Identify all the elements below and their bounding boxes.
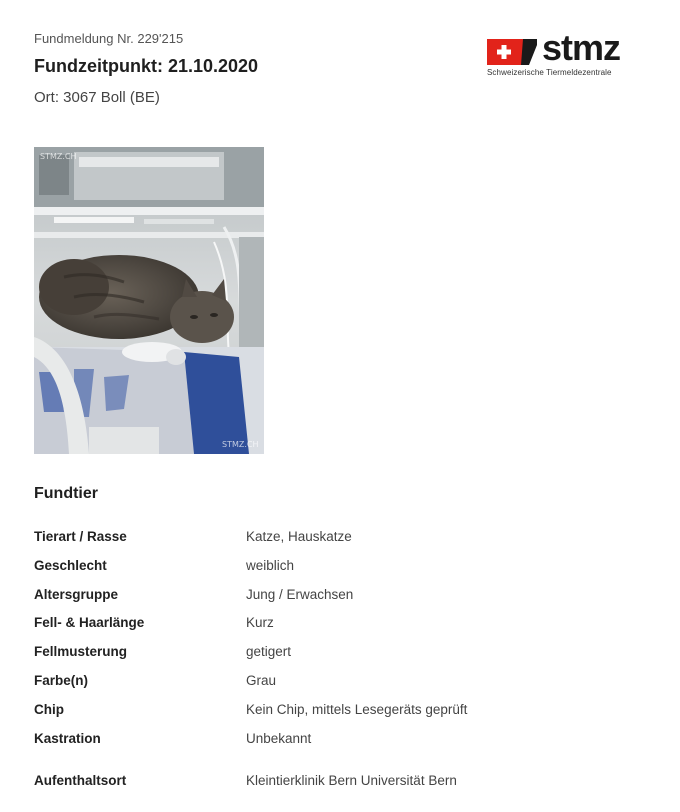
info-value: Unbekannt xyxy=(246,730,312,746)
swiss-flag-icon xyxy=(487,39,537,65)
info-value: Katze, Hauskatze xyxy=(246,529,352,544)
info-row xyxy=(34,701,654,730)
info-value: Kein Chip, mittels Lesegeräts geprüft xyxy=(246,701,468,717)
logo-row xyxy=(487,27,647,68)
info-row xyxy=(34,557,654,586)
info-row xyxy=(34,528,654,557)
animal-info-table xyxy=(34,528,654,801)
info-label: Geschlecht xyxy=(34,557,107,573)
stmz-logo[interactable] xyxy=(487,27,647,82)
info-label: Kastration xyxy=(34,730,101,746)
info-label: Tierart / Rasse xyxy=(34,529,127,544)
info-label: Fellmusterung xyxy=(34,644,128,660)
info-value: getigert xyxy=(246,644,292,660)
info-value: Kleintierklinik Bern Universität Bern xyxy=(246,773,457,789)
info-label: Fell- & Haarlänge xyxy=(34,615,145,631)
info-value: Kurz xyxy=(246,615,274,631)
logo-wordmark: stmz xyxy=(542,27,621,68)
found-time-title: Fundzeitpunkt: 21.10.2020 xyxy=(34,56,259,76)
info-row xyxy=(34,672,654,701)
found-location: Ort: 3067 Boll (BE) xyxy=(34,89,160,106)
report-number: Fundmeldung Nr. 229'215 xyxy=(34,31,184,46)
section-title-found-animal: Fundtier xyxy=(34,485,98,502)
photo-watermark-top: STMZ.CH xyxy=(40,152,77,161)
animal-photo xyxy=(34,147,264,454)
info-row xyxy=(34,586,654,615)
info-label: Altersgruppe xyxy=(34,586,119,602)
info-row xyxy=(34,614,654,643)
info-label: Chip xyxy=(34,701,64,717)
info-value: Grau xyxy=(246,672,277,688)
info-label: Farbe(n) xyxy=(34,672,88,688)
info-row xyxy=(34,730,654,759)
info-value: weiblich xyxy=(246,557,295,573)
info-label: Aufenthaltsort xyxy=(34,773,127,789)
info-row xyxy=(34,643,654,672)
info-row-location xyxy=(34,772,654,801)
photo-watermark-bottom: STMZ.CH xyxy=(222,440,259,449)
cat-in-incubator-image xyxy=(34,147,264,454)
info-value: Jung / Erwachsen xyxy=(246,586,354,602)
logo-subtitle: Schweizerische Tiermeldezentrale xyxy=(487,68,612,77)
